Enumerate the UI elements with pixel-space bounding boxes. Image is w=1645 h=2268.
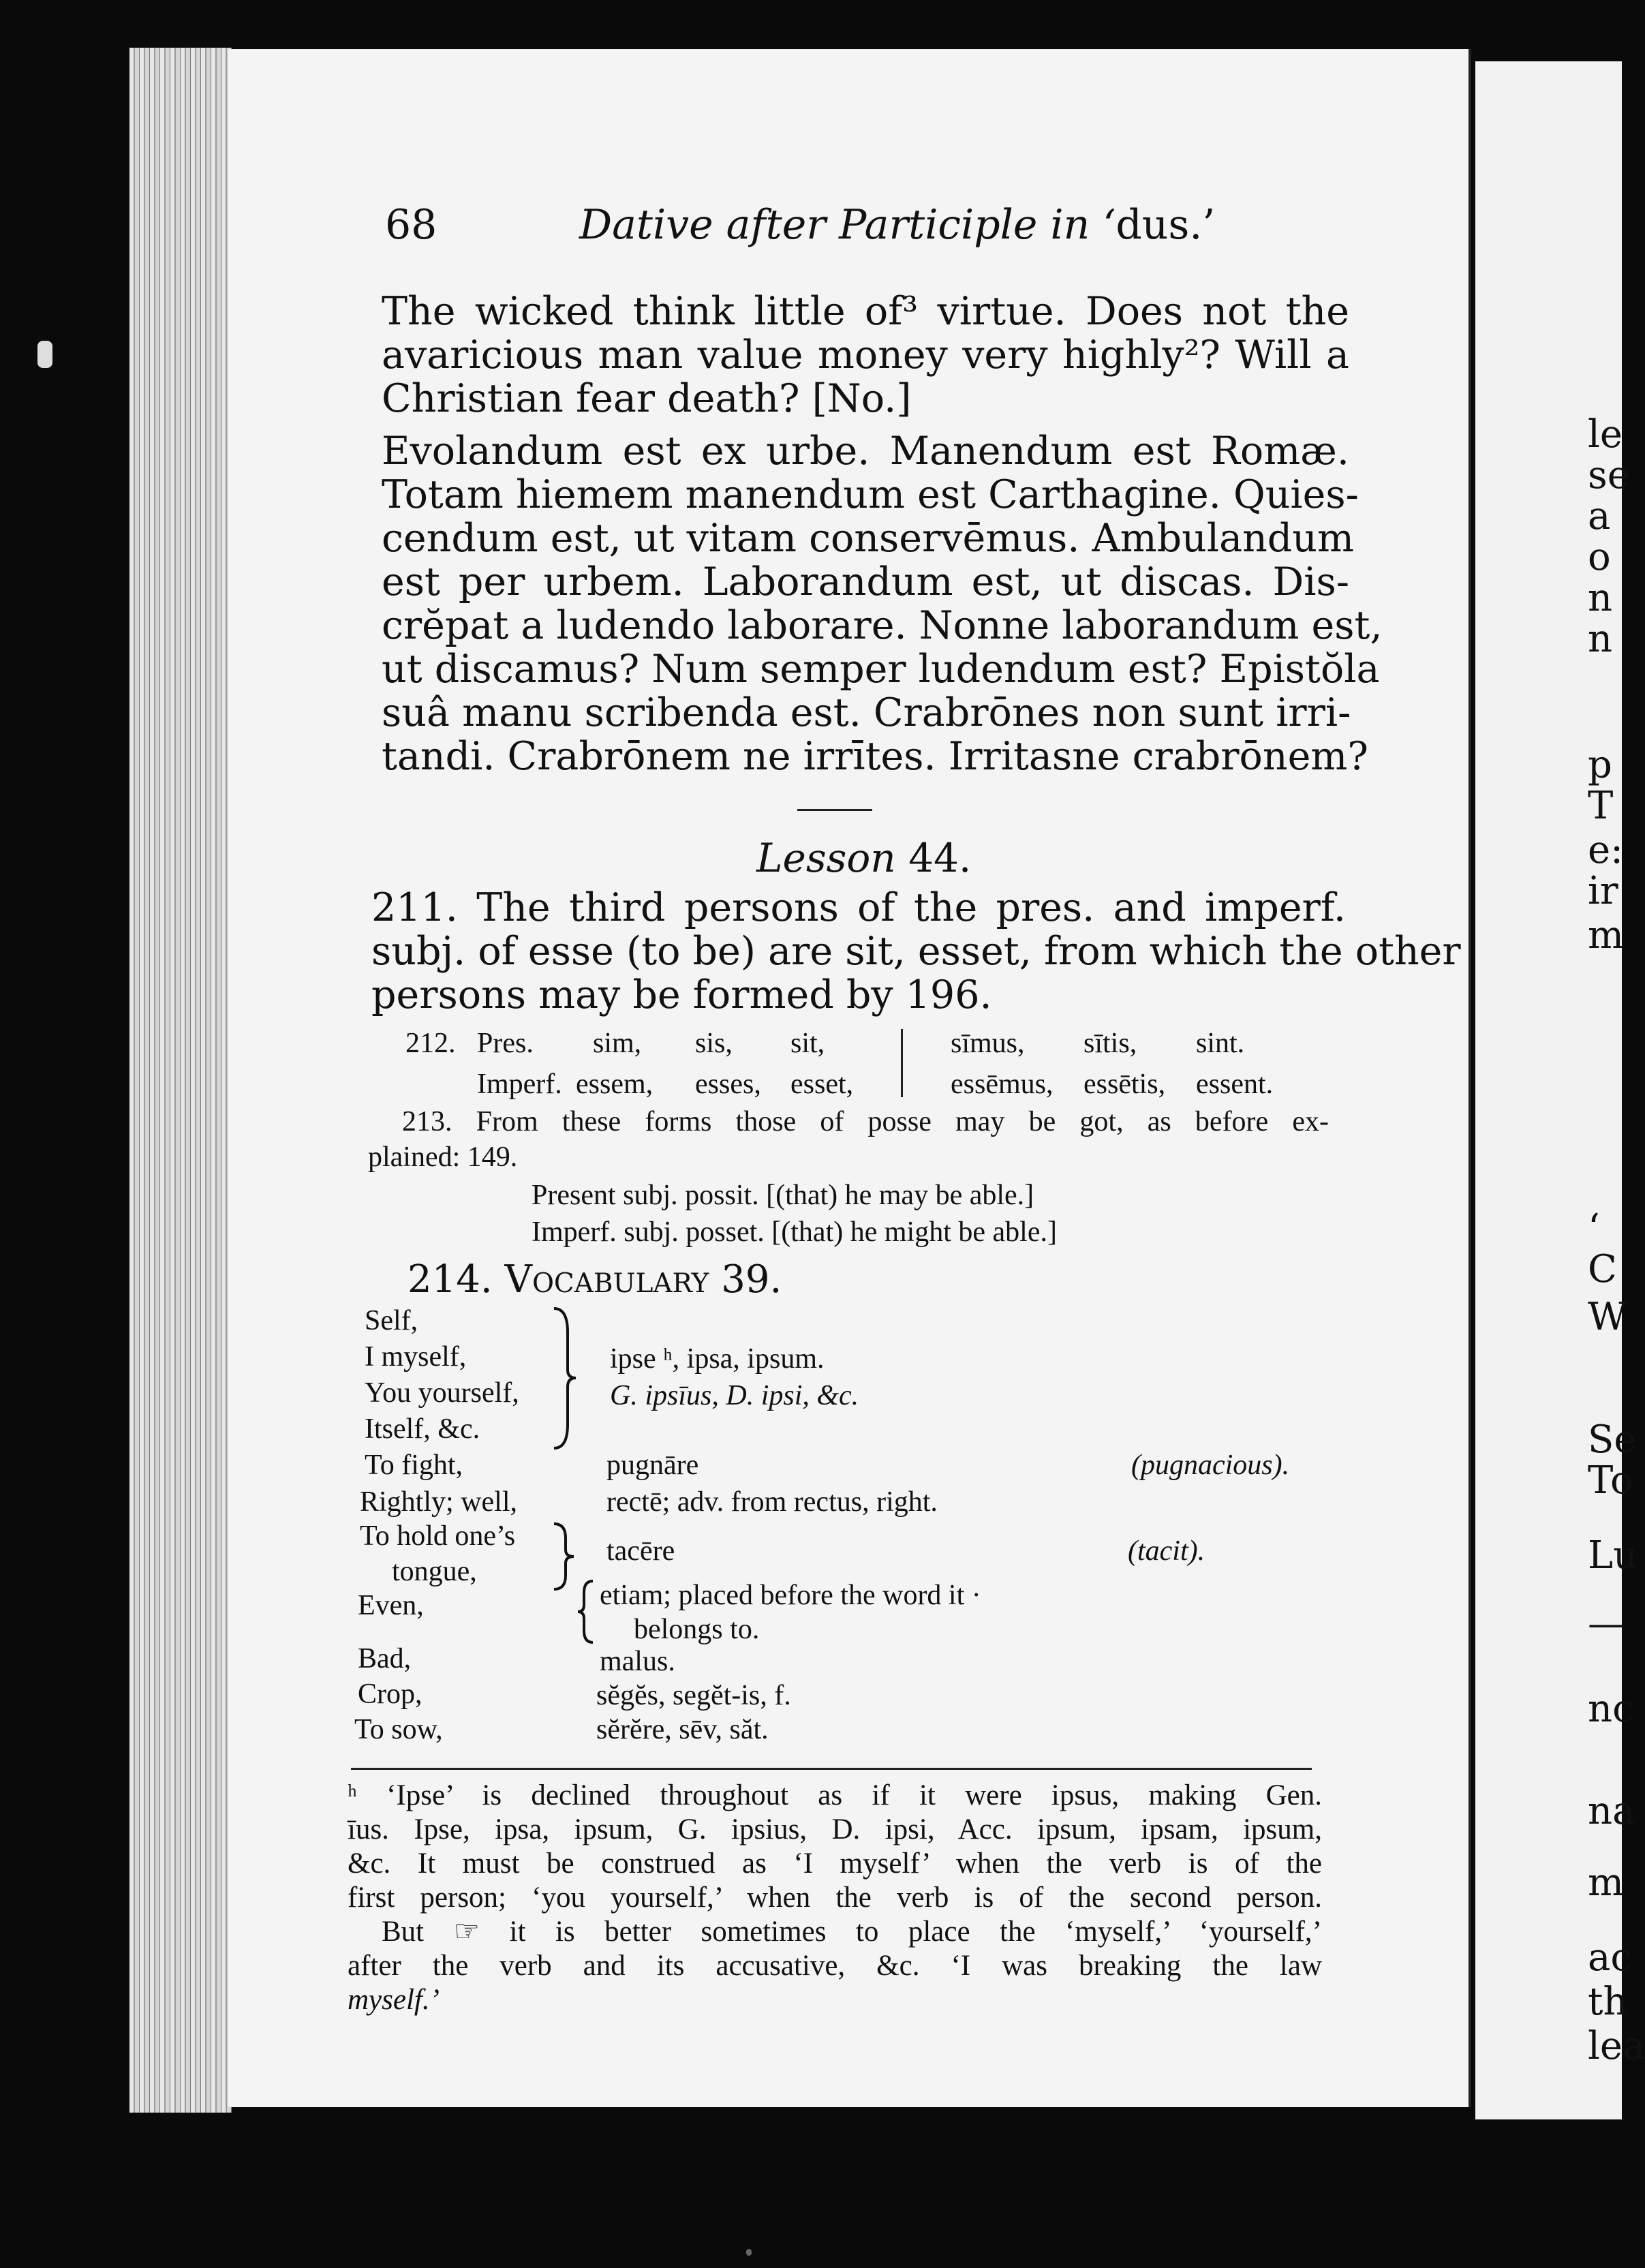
vocab-latin: pugnāre <box>606 1450 699 1481</box>
facing-fragment: th <box>1588 1980 1628 2024</box>
example-line: Imperf. subj. posset. [(that) he might be able.] <box>532 1216 1057 1248</box>
section-divider <box>797 809 872 811</box>
brace-icon <box>551 1521 578 1593</box>
facing-fragment: nc <box>1588 1687 1634 1731</box>
vocab-english: To hold one’s <box>360 1520 516 1552</box>
form: sītis, <box>1083 1028 1137 1059</box>
vocab-latin: belongs to. <box>634 1614 760 1645</box>
facing-fragment: T <box>1588 784 1614 828</box>
text-line: Christian fear death? [No.] <box>382 376 912 421</box>
vocab-index: 39. <box>721 1257 782 1302</box>
vocab-english: Rightly; well, <box>360 1486 517 1518</box>
footnote-line: myself.’ <box>348 1984 440 2016</box>
tense-label: Pres. <box>477 1028 534 1059</box>
facing-fragment: C <box>1588 1247 1617 1291</box>
text-line: subj. of esse (to be) are sit, esset, from which the other <box>371 929 1461 974</box>
running-title <box>579 201 1215 249</box>
text-line: Totam hiemem manendum est Carthagine. Quies- <box>382 472 1359 517</box>
footnote-line: first person; ‘you yourself,’ when the verb is of the second person. <box>348 1882 1322 1914</box>
brace-icon <box>551 1305 578 1452</box>
facing-fragment: n <box>1588 617 1613 661</box>
facing-fragment: le <box>1588 412 1623 457</box>
text-line: crĕpat a ludendo laborare. Nonne laborandum est, <box>382 603 1383 648</box>
facing-fragment: o <box>1588 535 1611 579</box>
vocab-derivative: (tacit). <box>1128 1535 1205 1567</box>
vocab-english: To fight, <box>365 1450 463 1481</box>
facing-fragment: To <box>1588 1458 1633 1503</box>
vocab-english: Bad, <box>358 1643 412 1674</box>
facing-fragment: m <box>1588 913 1625 957</box>
vocab-english: To sow, <box>354 1714 443 1745</box>
text-line: plained: 149. <box>368 1141 518 1173</box>
page-edge <box>129 48 232 2113</box>
footnote-line: after the verb and its accusative, &c. ‘I was breaking the law <box>348 1950 1322 1982</box>
footnote-line: But ☞ it is better sometimes to place the ‘myself,’ ‘yourself,’ <box>382 1916 1322 1948</box>
facing-fragment: p <box>1588 743 1612 787</box>
form: sit, <box>790 1028 825 1059</box>
text-line: Evolandum est ex urbe. Manendum est Romæ. <box>382 429 1349 474</box>
vocab-latin: ipse ʰ, ipsa, ipsum. <box>610 1343 825 1375</box>
vocab-number: 214. <box>408 1257 493 1302</box>
facing-fragment: ir <box>1588 869 1618 913</box>
tense-label: Imperf. <box>477 1069 562 1100</box>
brace-icon <box>576 1578 596 1646</box>
footnote-rule <box>351 1768 1312 1770</box>
facing-fragment: se <box>1588 453 1630 497</box>
vocab-derivative: (pugnacious). <box>1131 1450 1290 1481</box>
facing-fragment: e: <box>1588 828 1624 872</box>
vocabulary-heading <box>408 1257 782 1302</box>
facing-fragment: m <box>1588 1860 1625 1905</box>
vocab-latin: malus. <box>600 1646 675 1677</box>
form: sis, <box>695 1028 733 1059</box>
running-title-text: Dative after Participle in ‘ <box>579 201 1116 249</box>
page-number: 68 <box>385 201 437 249</box>
text-line: cendum est, ut vitam conservēmus. Ambulandum <box>382 516 1355 561</box>
facing-fragment: ‘ <box>1588 1206 1600 1251</box>
lesson-heading <box>756 835 971 881</box>
vocab-english: Crop, <box>358 1679 422 1710</box>
vocab-latin: tacēre <box>606 1535 675 1567</box>
vocab-word: Vocabulary <box>504 1257 709 1302</box>
rule-213 <box>368 1104 1329 1175</box>
vocab-english: Itself, &c. <box>365 1413 480 1445</box>
facing-fragment: W <box>1588 1295 1627 1339</box>
text-line: 213. From these forms those of posse may be got, as before ex- <box>402 1106 1329 1137</box>
table-divider <box>901 1029 903 1097</box>
vocab-latin: rectē; adv. from rectus, right. <box>606 1486 938 1518</box>
text-line: The wicked think little of³ virtue. Does not the <box>382 289 1349 334</box>
vocab-latin: etiam; placed before the word it · <box>600 1580 981 1611</box>
exercise-latin <box>382 429 1383 779</box>
footnote <box>348 1779 1322 2017</box>
text-line: suâ manu scribenda est. Crabrōnes non sunt irri- <box>382 690 1351 735</box>
facing-fragment: lea <box>1588 2024 1645 2068</box>
facing-fragment: a <box>1588 494 1611 538</box>
footnote-line: īus. Ipse, ipsa, ipsum, G. ipsius, D. ipsi, Acc. ipsum, ipsam, ipsum, <box>348 1813 1322 1845</box>
vocab-english: Even, <box>358 1590 424 1621</box>
footnote-line: ʰ ‘Ipse’ is declined throughout as if it were ipsus, making Gen. <box>348 1779 1322 1811</box>
vocab-english: Self, <box>365 1305 418 1336</box>
form: sint. <box>1196 1028 1245 1059</box>
scan-speck <box>746 2249 752 2256</box>
form: essēmus, <box>951 1069 1054 1100</box>
facing-fragment: na <box>1588 1789 1635 1833</box>
vocab-latin: sĕrĕre, sēv, săt. <box>596 1714 769 1745</box>
form: essētis, <box>1083 1069 1166 1100</box>
vocab-english: I myself, <box>365 1341 467 1373</box>
form: esset, <box>790 1069 854 1100</box>
facing-fragment: ac <box>1588 1935 1632 1980</box>
text-line: 211. The third persons of the pres. and imperf. <box>371 885 1346 930</box>
text-line: avaricious man value money very highly²? Will a <box>382 333 1349 378</box>
vocab-english: You yourself, <box>365 1377 519 1409</box>
scan-speck <box>37 341 52 368</box>
text-line: tandi. Crabrōnem ne irrītes. Irritasne crabrōnem? <box>382 734 1368 779</box>
lesson-word: Lesson <box>756 835 896 881</box>
text-line: persons may be formed by 196. <box>371 972 992 1017</box>
text-line: ut discamus? Num semper ludendum est? Epistŏla <box>382 647 1380 692</box>
facing-fragment: Lu <box>1588 1533 1638 1578</box>
example-line: Present subj. possit. [(that) he may be able.] <box>532 1180 1034 1211</box>
vocab-latin: G. ipsīus, D. ipsi, &c. <box>610 1380 859 1411</box>
facing-fragment: — <box>1588 1602 1626 1646</box>
facing-page <box>1475 61 1645 2119</box>
facing-fragment: Se <box>1588 1418 1637 1462</box>
vocab-latin: sĕgĕs, segĕt-is, f. <box>596 1680 791 1711</box>
rule-number: 212. <box>405 1028 456 1059</box>
vocab-english: tongue, <box>392 1556 477 1587</box>
form: essem, <box>576 1069 654 1100</box>
form: essent. <box>1196 1069 1274 1100</box>
form: esses, <box>695 1069 761 1100</box>
footnote-line: &c. It must be construed as ‘I myself’ when the verb is of the <box>348 1848 1322 1880</box>
facing-fragment: n <box>1588 576 1613 620</box>
text-line: est per urbem. Laborandum est, ut discas. Dis- <box>382 560 1349 604</box>
lesson-number: 44. <box>908 835 972 881</box>
exercise-english <box>382 290 1349 420</box>
running-title-tail: dus.’ <box>1116 201 1216 249</box>
rule-211 <box>371 885 1461 1017</box>
form: sīmus, <box>951 1028 1025 1059</box>
form: sim, <box>593 1028 642 1059</box>
